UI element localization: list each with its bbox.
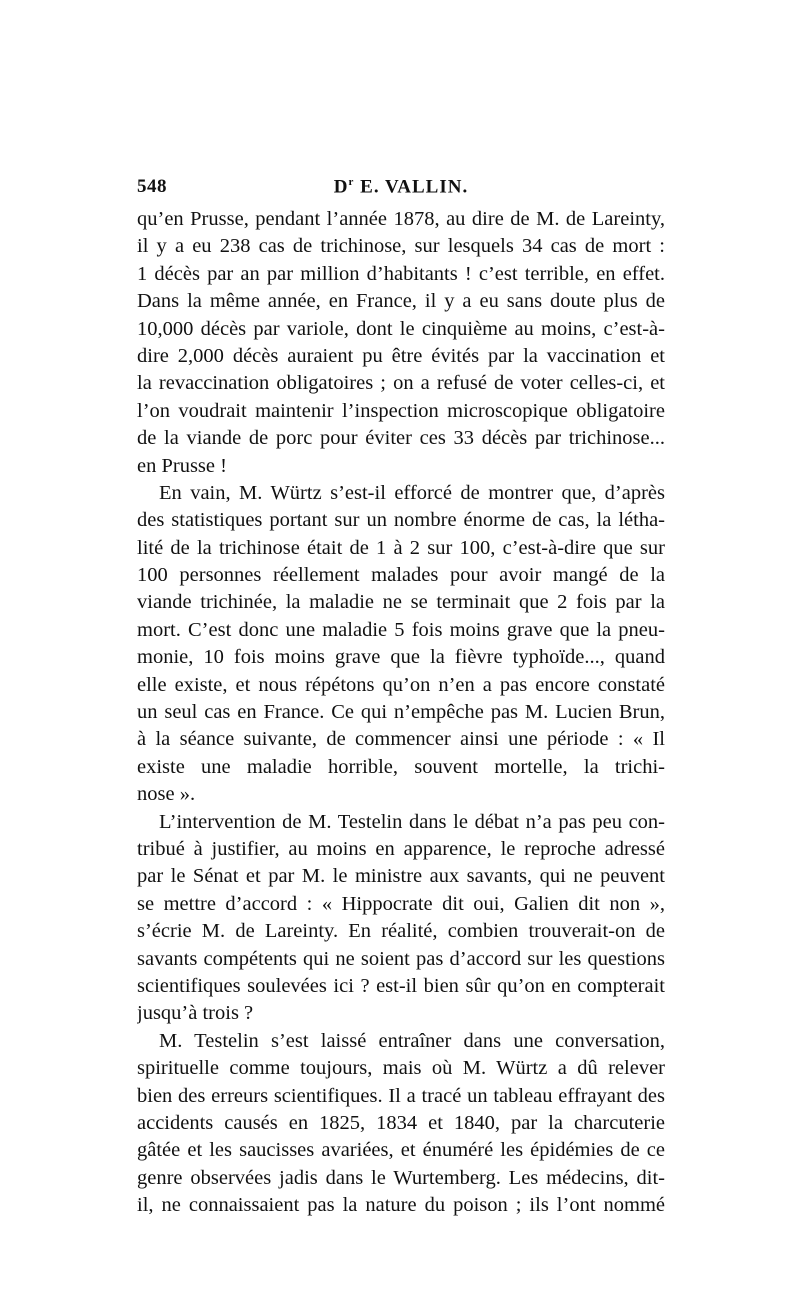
- text-line: bien des erreurs scientifiques. Il a tracé un tableau effrayant des: [137, 1084, 665, 1107]
- text-line: genre observées jadis dans le Wurtemberg. Les médecins, dit-: [137, 1166, 665, 1189]
- text-line: En vain, M. Würtz s’est-il efforcé de montrer que, d’après: [159, 481, 665, 504]
- text-line: la revaccination obligatoires ; on a refusé de voter celles-ci, et: [137, 372, 665, 395]
- text-line: elle existe, et nous répétons qu’on n’en a pas encore constaté: [137, 673, 665, 696]
- running-head: [137, 176, 665, 204]
- text-line: il y a eu 238 cas de trichinose, sur lesquels 34 cas de mort :: [137, 235, 665, 258]
- text-line: Dans la même année, en France, il y a eu sans doute plus de: [137, 290, 665, 313]
- text-line: M. Testelin s’est laissé entraîner dans une conversation,: [159, 1029, 665, 1052]
- text-line: lité de la trichinose était de 1 à 2 sur 100, c’est-à-dire que sur: [137, 536, 665, 559]
- text-line: l’on voudrait maintenir l’inspection microscopique obligatoire: [137, 399, 665, 422]
- author-prefix-sup: r: [348, 176, 355, 188]
- author-prefix: D: [333, 176, 349, 198]
- text-line: un seul cas en France. Ce qui n’empêche pas M. Lucien Brun,: [137, 701, 665, 724]
- text-line: nose ».: [137, 783, 196, 806]
- text-line: à la séance suivante, de commencer ainsi une période : « Il: [137, 728, 665, 751]
- text-line: jusqu’à trois ?: [137, 1002, 254, 1025]
- text-line: par le Sénat et par M. le ministre aux savants, qui ne peuvent: [137, 865, 665, 888]
- text-line: existe une maladie horrible, souvent mortelle, la trichi-: [137, 755, 665, 778]
- text-line: scientifiques soulevées ici ? est-il bien sûr qu’on en compterait: [137, 974, 665, 997]
- text-line: se mettre d’accord : « Hippocrate dit oui, Galien dit non »,: [137, 892, 665, 915]
- text-line: tribué à justifier, au moins en apparence, le reproche adressé: [137, 837, 665, 860]
- text-line: 100 personnes réellement malades pour avoir mangé de la: [137, 564, 665, 587]
- text-line: viande trichinée, la maladie ne se terminait que 2 fois par la: [137, 591, 665, 614]
- text-line: gâtée et les saucisses avariées, et énuméré les épidémies de ce: [137, 1139, 665, 1162]
- text-line: il, ne connaissaient pas la nature du poison ; ils l’ont nommé: [137, 1194, 665, 1217]
- page-number: 548: [137, 176, 167, 197]
- text-line: des statistiques portant sur un nombre énorme de cas, la létha-: [137, 509, 665, 532]
- text-line: en Prusse !: [137, 454, 227, 477]
- author-name: E. VALLIN.: [354, 176, 469, 198]
- text-line: 10,000 décès par variole, dont le cinquième au moins, c’est-à-: [137, 317, 665, 340]
- text-line: savants compétents qui ne soient pas d’accord sur les questions: [137, 947, 665, 970]
- text-line: L’intervention de M. Testelin dans le débat n’a pas peu con-: [159, 810, 665, 833]
- text-line: accidents causés en 1825, 1834 et 1840, par la charcuterie: [137, 1111, 665, 1134]
- text-line: qu’en Prusse, pendant l’année 1878, au dire de M. de Lareinty,: [137, 208, 665, 230]
- running-head-title: [137, 176, 665, 198]
- text-line: de la viande de porc pour éviter ces 33 décès par trichinose...: [137, 427, 665, 450]
- text-line: spirituelle comme toujours, mais où M. Würtz a dû relever: [137, 1057, 665, 1080]
- text-line: mort. C’est donc une maladie 5 fois moins grave que la pneu-: [137, 618, 665, 641]
- text-line: 1 décès par an par million d’habitants ! c’est terrible, en effet.: [137, 262, 665, 285]
- text-line: dire 2,000 décès auraient pu être évités par la vaccination et: [137, 344, 665, 367]
- text-line: monie, 10 fois moins grave que la fièvre typhoïde..., quand: [137, 646, 665, 669]
- body-text: [137, 206, 665, 1219]
- text-line: s’écrie M. de Lareinty. En réalité, combien trouverait-on de: [137, 920, 665, 943]
